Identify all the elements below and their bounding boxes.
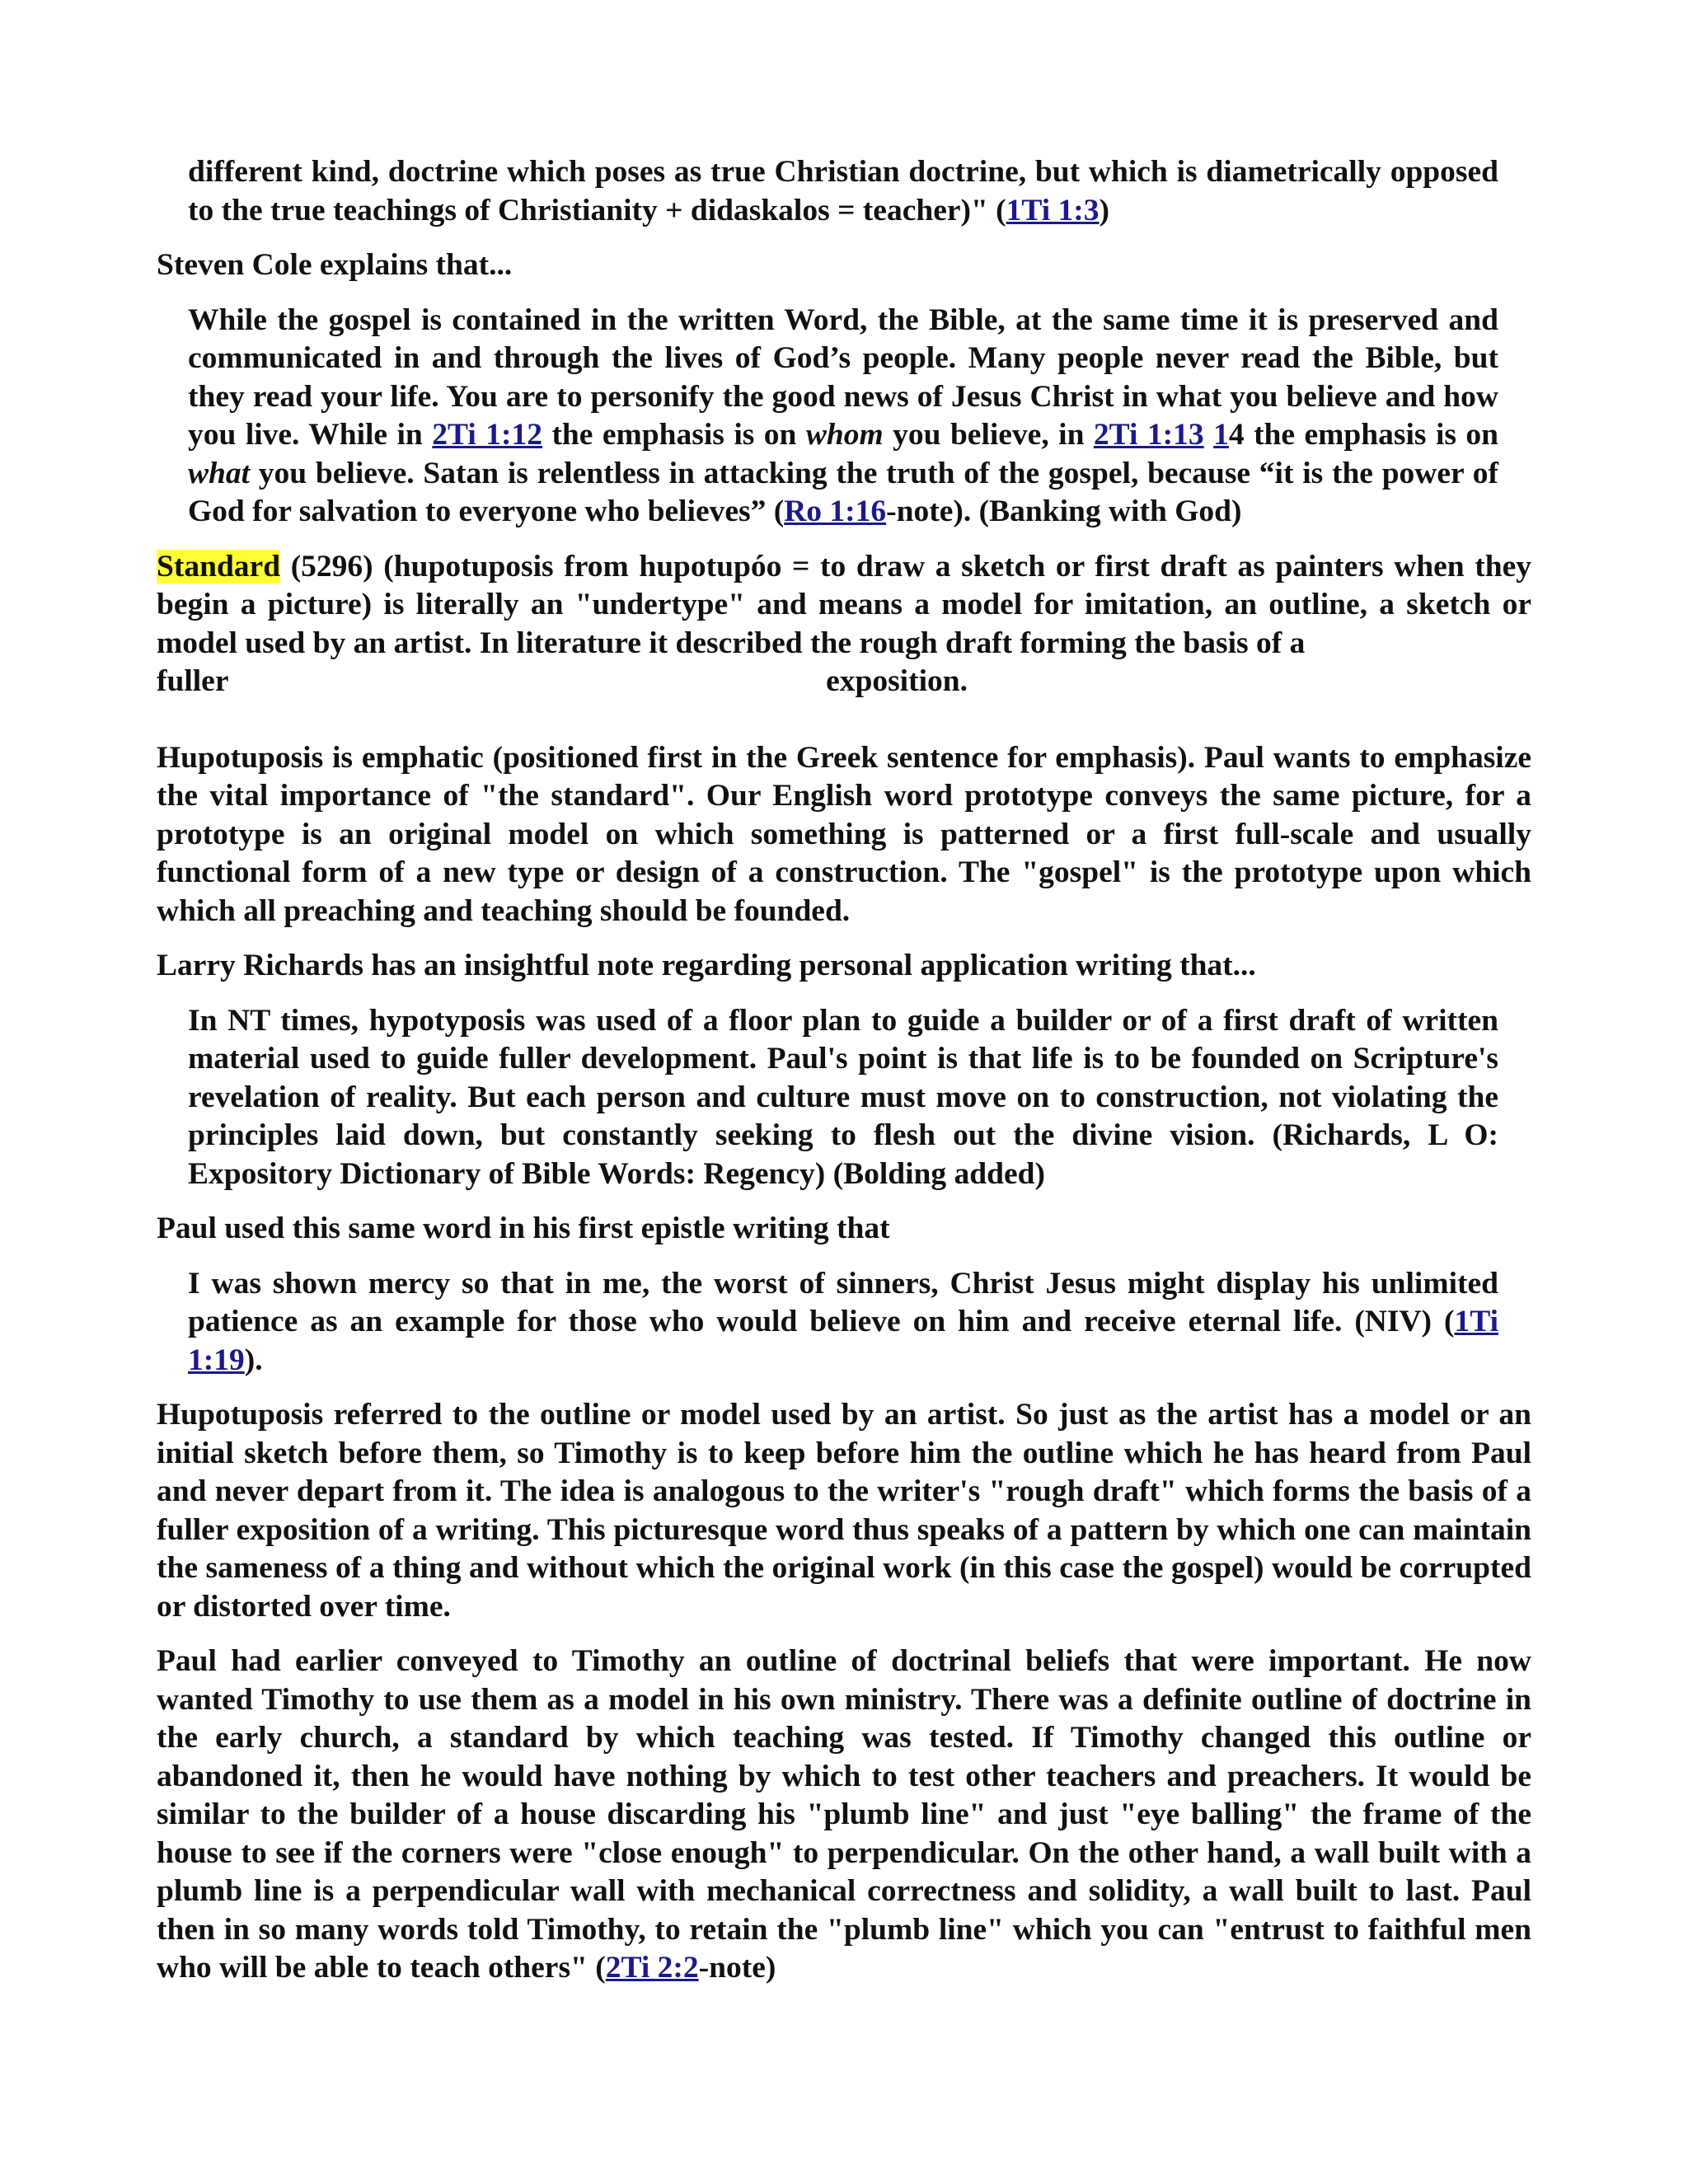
text: you believe, in bbox=[883, 418, 1094, 452]
quote-1ti-mercy bbox=[188, 1265, 1498, 1380]
scripture-link-2ti-1-12[interactable]: 2Ti 1:12 bbox=[432, 418, 542, 452]
quote-steven-cole bbox=[188, 302, 1498, 532]
text: the emphasis is on bbox=[542, 418, 806, 452]
intro-larry-richards: Larry Richards has an insightful note regarding personal application writing that... bbox=[157, 949, 1256, 982]
text: ). bbox=[244, 1343, 263, 1377]
standard-definition-block bbox=[157, 548, 1531, 701]
scripture-link-2ti-2-2[interactable]: 2Ti 2:2 bbox=[605, 1951, 699, 1985]
scripture-link-1[interactable]: 1 bbox=[1213, 418, 1229, 452]
emphasis-whom: whom bbox=[805, 418, 884, 452]
text: -note) bbox=[698, 1951, 776, 1985]
hupotuposis-emphatic-paragraph: Hupotuposis is emphatic (positioned first in the Greek sentence for emphasis). Paul wants to emphasize the vital importance of "the standard". Our English word prototype conveys the same picture, for a prototype is an original model on which something is patterned or a first full-scale and usually functional form of a new type or design of a construction. The "gospel" is the prototype upon which which all preaching and teaching should be founded. bbox=[157, 740, 1531, 928]
text: different kind, doctrine which poses as true Christian doctrine, but which is diametrically opposed to the true teachings of Christianity + didaskalos = teacher)" ( bbox=[188, 155, 1498, 227]
standard-definition bbox=[157, 548, 1531, 663]
intro-steven-cole: Steven Cole explains that... bbox=[157, 248, 513, 282]
scripture-link-1ti-1-3[interactable]: 1Ti 1:3 bbox=[1006, 193, 1100, 227]
plumb-line-paragraph bbox=[157, 1643, 1531, 1988]
text: you believe. Satan is relentless in attacking the truth of the gospel, because “it is the power of God for salvation to everyone who believes” ( bbox=[188, 456, 1498, 528]
emphasis-what: what bbox=[188, 456, 251, 490]
text: -note). (Banking with God) bbox=[886, 494, 1242, 528]
text: (5296) (hupotuposis from hupotupóo = to draw a sketch or first draft as painters when they begin a picture) is literally an "undertype" and means a model for imitation, an outline, a sketch or model used by an artist. In literature it described the rough draft forming the basis of a bbox=[157, 549, 1531, 660]
standard-definition-last-line bbox=[157, 663, 968, 701]
text bbox=[1204, 418, 1213, 452]
highlighted-term-standard: Standard bbox=[157, 549, 281, 583]
text: exposition. bbox=[826, 664, 968, 698]
intro-first-epistle: Paul used this same word in his first epistle writing that bbox=[157, 1212, 890, 1245]
scripture-link-2ti-1-13[interactable]: 2Ti 1:13 bbox=[1093, 418, 1204, 452]
text: 4 the emphasis is on bbox=[1228, 418, 1499, 452]
document-page bbox=[157, 153, 1531, 1988]
text: While the gospel is contained in the written Word, the Bible, at the same time it is preserved and communicated in and through the lives of God’s people. Many people never read the Bible, but they read your life. You are to personify the good news of Jesus Christ in what you believe and how you live. While in bbox=[188, 302, 1498, 452]
text: I was shown mercy so that in me, the worst of sinners, Christ Jesus might display his unlimited patience as an example for those who would believe on him and receive eternal life. (NIV) ( bbox=[188, 1266, 1498, 1338]
scripture-link-1ti-1-19[interactable]: 1Ti 1:19 bbox=[188, 1305, 1498, 1377]
quote-false-teaching-definition bbox=[188, 153, 1498, 230]
scripture-link-ro-1-16[interactable]: Ro 1:16 bbox=[784, 494, 887, 528]
text: fuller bbox=[157, 664, 229, 698]
quote-larry-richards: In NT times, hypotyposis was used of a floor plan to guide a builder or of a first draft of written material used to guide fuller development. Paul's point is that life is to be founded on Scripture's revelation of reality. But each person and culture must move on to construction, not violating the principles laid down, but constantly seeking to flesh out the divine vision. (Richards, L O: Expository Dictionary of Bible Words: Regency) (Bolding added) bbox=[188, 1003, 1498, 1191]
hupotuposis-outline-paragraph: Hupotuposis referred to the outline or model used by an artist. So just as the artist has a model or an initial sketch before them, so Timothy is to keep before him the outline which he has heard from Paul and never depart from it. The idea is analogous to the writer's "rough draft" which forms the basis of a fuller exposition of a writing. This picturesque word thus speaks of a pattern by which one can maintain the sameness of a thing and without which the original work (in this case the gospel) would be corrupted or distorted over time. bbox=[157, 1398, 1531, 1624]
text: ) bbox=[1099, 193, 1110, 227]
text: Paul had earlier conveyed to Timothy an outline of doctrinal beliefs that were important. He now wanted Timothy to use them as a model in his own ministry. There was a definite outline of doctrine in the early church, a standard by which teaching was tested. If Timothy changed this outline or abandoned it, then he would have nothing by which to test other teachers and preachers. It would be similar to the builder of a house discarding his "plumb line" and just "eye balling" the frame of the house to see if the corners were "close enough" to perpendicular. On the other hand, a wall built with a plumb line is a perpendicular wall with mechanical correctness and solidity, a wall built to last. Paul then in so many words told Timothy, to retain the "plumb line" which you can "entrust to faithful men who will be able to teach others" ( bbox=[157, 1644, 1531, 1985]
